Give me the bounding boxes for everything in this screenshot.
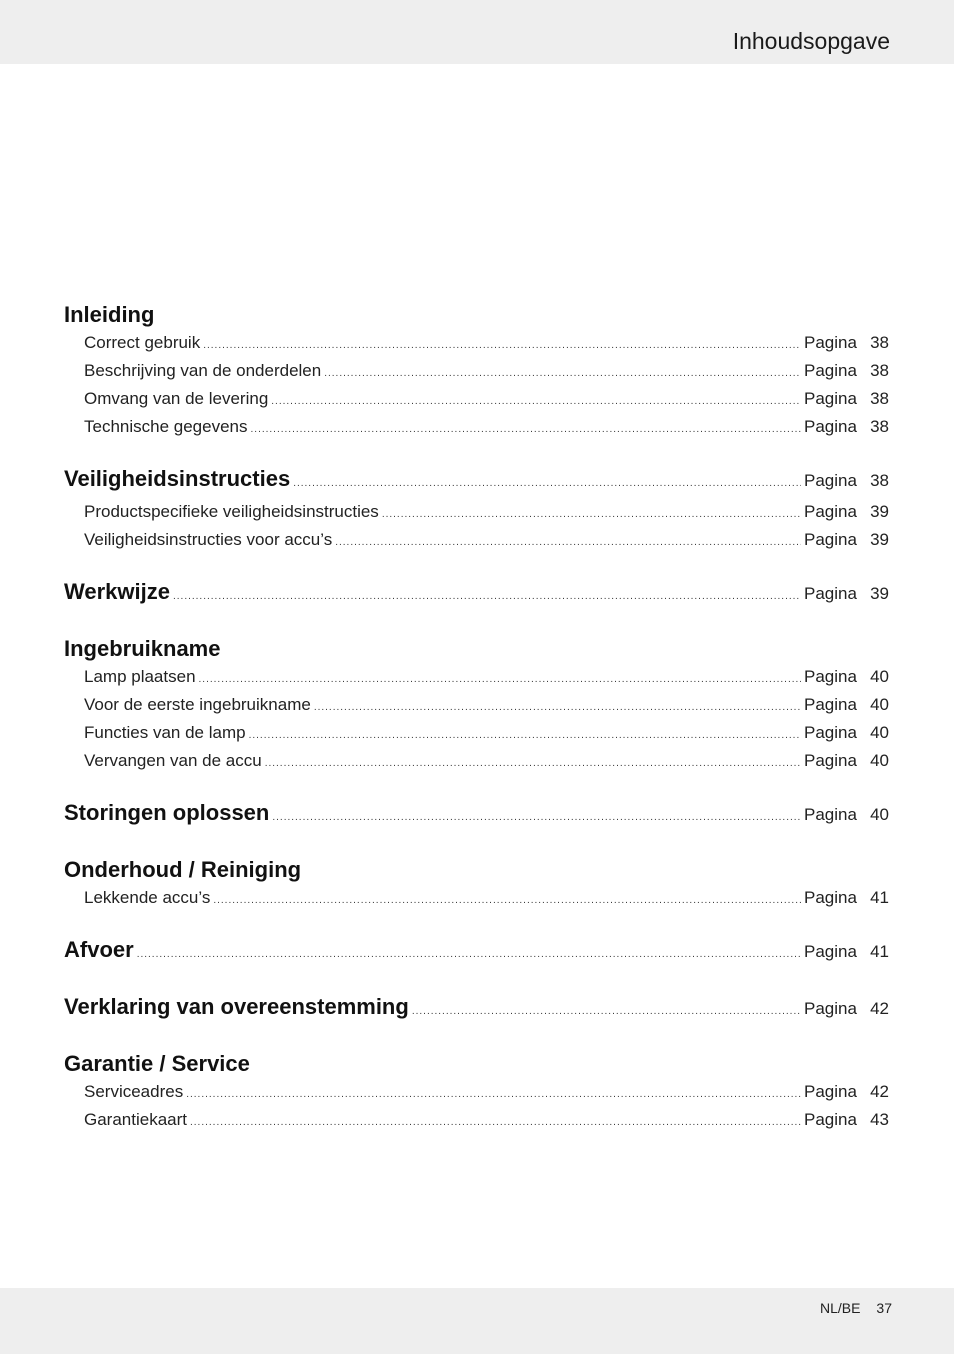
page-ref: 40 <box>870 805 889 824</box>
page-ref: 43 <box>870 1110 889 1129</box>
toc-section <box>64 1049 889 1135</box>
page-label: Pagina <box>804 723 857 742</box>
language-code: NL/BE <box>819 1300 861 1316</box>
toc-section-entry <box>64 992 889 1027</box>
entry-label: Functies van de lamp <box>84 723 246 742</box>
dot-leader <box>293 469 801 499</box>
dot-leader <box>199 667 801 692</box>
page-ref: 39 <box>870 530 889 549</box>
toc-entry <box>64 499 889 527</box>
entry-label: Lamp plaatsen <box>84 667 196 686</box>
entry-label: Beschrijving van de onderdelen <box>84 361 322 380</box>
page-ref: 41 <box>870 942 889 961</box>
page-ref: 42 <box>870 999 889 1018</box>
page-ref: 40 <box>870 667 889 686</box>
toc-entry <box>64 414 889 442</box>
toc-entry <box>64 358 889 386</box>
entry-label: Lekkende accu’s <box>84 888 211 907</box>
page-label: Pagina <box>804 942 857 961</box>
page-ref: 42 <box>870 1082 889 1101</box>
dot-leader <box>314 695 801 720</box>
dot-leader <box>173 582 801 612</box>
toc-section <box>64 855 889 913</box>
dot-leader <box>271 389 801 414</box>
toc-section-entry <box>64 464 889 499</box>
entry-label: Garantiekaart <box>84 1110 187 1129</box>
section-title: Veiligheidsinstructies <box>64 466 291 491</box>
toc-entry <box>64 885 889 913</box>
page-label: Pagina <box>804 584 857 603</box>
toc-section-entry <box>64 798 889 833</box>
page-ref: 38 <box>870 389 889 408</box>
footer-band <box>0 1288 954 1354</box>
dot-leader <box>412 997 801 1027</box>
page-ref: 38 <box>870 361 889 380</box>
page-title: Inhoudsopgave <box>732 28 890 54</box>
toc-section <box>64 992 889 1027</box>
page-label: Pagina <box>804 361 857 380</box>
page-ref: 38 <box>870 471 889 490</box>
page-ref: 38 <box>870 417 889 436</box>
dot-leader <box>203 333 801 358</box>
section-title: Verklaring van overeenstemming <box>64 994 409 1019</box>
dot-leader <box>249 723 801 748</box>
toc-entry <box>64 330 889 358</box>
entry-label: Voor de eerste ingebruikname <box>84 695 311 714</box>
dot-leader <box>251 417 801 442</box>
entry-label: Omvang van de levering <box>84 389 269 408</box>
page-label: Pagina <box>804 751 857 770</box>
toc-entry <box>64 386 889 414</box>
page-ref: 40 <box>870 695 889 714</box>
toc-section <box>64 798 889 833</box>
entry-label: Correct gebruik <box>84 333 201 352</box>
entry-label: Serviceadres <box>84 1082 184 1101</box>
section-title: Storingen oplossen <box>64 800 270 825</box>
page-ref: 38 <box>870 333 889 352</box>
page-label: Pagina <box>804 667 857 686</box>
page-label: Pagina <box>804 999 857 1018</box>
toc-section-entry <box>64 935 889 970</box>
dot-leader <box>382 502 801 527</box>
section-title: Inleiding <box>64 302 155 327</box>
dot-leader <box>272 803 801 833</box>
toc-entry <box>64 1079 889 1107</box>
footer <box>820 1300 892 1316</box>
dot-leader <box>324 361 801 386</box>
toc-section <box>64 300 889 442</box>
dot-leader <box>335 530 801 555</box>
page-number: 37 <box>876 1300 892 1316</box>
page-label: Pagina <box>804 471 857 490</box>
section-title: Afvoer <box>64 937 134 962</box>
page-ref: 41 <box>870 888 889 907</box>
page-label: Pagina <box>804 333 857 352</box>
toc-section <box>64 464 889 555</box>
toc-section <box>64 577 889 612</box>
section-title: Werkwijze <box>64 579 170 604</box>
dot-leader <box>186 1082 801 1107</box>
toc-entry <box>64 720 889 748</box>
entry-label: Productspecifieke veiligheidsinstructies <box>84 502 379 521</box>
page-label: Pagina <box>804 805 857 824</box>
page-label: Pagina <box>804 502 857 521</box>
header-band <box>0 0 954 64</box>
toc-entry <box>64 1107 889 1135</box>
dot-leader <box>137 940 801 970</box>
section-title: Onderhoud / Reiniging <box>64 857 302 882</box>
toc-entry <box>64 692 889 720</box>
toc-entry <box>64 527 889 555</box>
toc-entry <box>64 664 889 692</box>
toc-entry <box>64 748 889 776</box>
page-ref: 40 <box>870 751 889 770</box>
toc-section <box>64 634 889 776</box>
entry-label: Vervangen van de accu <box>84 751 262 770</box>
table-of-contents <box>64 300 889 1157</box>
dot-leader <box>265 751 801 776</box>
page-label: Pagina <box>804 1110 857 1129</box>
section-title: Garantie / Service <box>64 1051 250 1076</box>
page-ref: 39 <box>870 584 889 603</box>
entry-label: Technische gegevens <box>84 417 248 436</box>
page-label: Pagina <box>804 695 857 714</box>
page-label: Pagina <box>804 530 857 549</box>
dot-leader <box>190 1110 801 1135</box>
section-title: Ingebruikname <box>64 636 221 661</box>
entry-label: Veiligheidsinstructies voor accu’s <box>84 530 333 549</box>
page-ref: 40 <box>870 723 889 742</box>
toc-section-entry <box>64 577 889 612</box>
page-label: Pagina <box>804 389 857 408</box>
dot-leader <box>213 888 801 913</box>
toc-section <box>64 935 889 970</box>
page-label: Pagina <box>804 417 857 436</box>
page-label: Pagina <box>804 888 857 907</box>
page-ref: 39 <box>870 502 889 521</box>
page-label: Pagina <box>804 1082 857 1101</box>
